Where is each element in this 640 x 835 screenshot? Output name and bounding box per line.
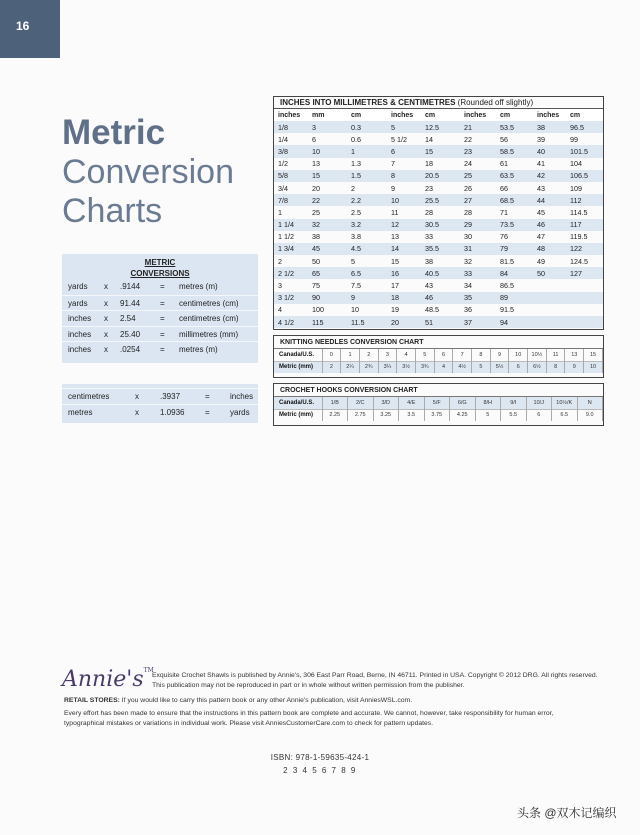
table-cell: 23 — [425, 183, 433, 193]
table-cell — [533, 316, 566, 328]
column-header: cm — [421, 109, 460, 121]
table-cell: 7.5 — [351, 281, 361, 291]
table-cell: 68.5 — [496, 194, 533, 206]
size-cell: 8 — [546, 361, 565, 373]
size-cell: 2 — [322, 361, 341, 373]
conversion-eq: = — [160, 298, 165, 308]
conversion-factor: 2.54 — [120, 314, 136, 323]
column-header: cm — [496, 109, 533, 121]
page-number-tab — [0, 0, 60, 58]
column-header: mm — [308, 109, 347, 121]
knitting-needles-title: KNITTING NEEDLES CONVERSION CHART — [274, 336, 603, 349]
table-cell: 25 — [460, 170, 496, 182]
table-cell: 50 — [533, 267, 566, 279]
table-cell: 1.3 — [351, 159, 361, 169]
column-header: inches — [274, 109, 308, 121]
table-cell: 5 — [387, 121, 421, 133]
watermark: 头条 @双木记编织 — [517, 806, 617, 820]
table-cell: 86.5 — [500, 281, 514, 291]
table-cell: 0.6 — [351, 134, 361, 144]
conversion-from: inches — [68, 329, 92, 339]
table-cell: 38 — [312, 232, 320, 242]
table-cell: 21 — [460, 121, 496, 133]
table-cell — [566, 304, 603, 316]
table-cell: 39 — [537, 134, 545, 144]
table-row — [274, 145, 603, 157]
table-cell: 42 — [533, 170, 566, 182]
conversion-eq: = — [160, 345, 165, 354]
conversion-from: inches — [68, 345, 92, 354]
table-cell: 71 — [500, 207, 508, 217]
conversion-row — [62, 310, 258, 326]
table-cell: 63.5 — [496, 170, 533, 182]
size-cell: 0 — [322, 349, 341, 361]
table-cell: 7/8 — [274, 194, 308, 206]
table-cell: 24 — [464, 159, 472, 169]
knitting-needles-chart: KNITTING NEEDLES CONVERSION CHART Canada/U.S. 0 1 2 3 4 5 6 7 8 9 10 10½ 11 13 15 Metric (mm) 2 2¼ 2¾ 3¼ 3½ 3¾ 4 4½ 5 5½ 6 6½ 8 9 10 — [273, 335, 604, 378]
conversion-factor: 1.0936 — [160, 407, 185, 417]
table-cell: 33 — [460, 267, 496, 279]
table-cell: 34 — [464, 281, 472, 291]
size-cell: 5 — [475, 409, 501, 421]
table-cell: 127 — [566, 267, 603, 279]
conversion-from: inches — [68, 314, 92, 323]
table-cell: 46 — [533, 219, 566, 231]
crochet-hooks-chart: CROCHET HOOKS CONVERSION CHART Canada/U.S. 1/B 2/C 3/D 4/E 5/F 6/G 8/H 9/I 10/J 10½/K N Metric (mm) 2.25 2.75 3.25 3.5 3.75 4.25 5 5.5 6 6.5 9.0 — [273, 383, 604, 426]
table-cell: 45 — [308, 243, 347, 255]
size-cell: 2¼ — [341, 361, 360, 373]
conversion-row — [62, 279, 258, 295]
table-cell: 22 — [308, 194, 347, 206]
table-cell — [566, 292, 603, 304]
size-cell: 9 — [490, 349, 509, 361]
table-cell: 5 1/2 — [391, 134, 407, 144]
table-cell: 1/2 — [278, 159, 288, 169]
table-cell: 3 — [308, 121, 347, 133]
size-cell: 7 — [453, 349, 472, 361]
table-cell: 35 — [460, 292, 496, 304]
size-cell: 10/J — [526, 397, 552, 409]
table-cell: 75 — [312, 281, 320, 291]
conversion-op: x — [135, 392, 139, 401]
table-cell: 79 — [496, 243, 533, 255]
metric-conversions-box — [62, 254, 258, 363]
title-line-3: Charts — [62, 192, 163, 230]
table-cell: 32 — [464, 256, 472, 266]
table-cell: 17 — [391, 281, 399, 291]
conversion-from: yards — [68, 298, 88, 308]
table-cell: 49 — [537, 256, 545, 266]
column-header: inches — [387, 109, 421, 121]
table-cell: 30.5 — [421, 219, 460, 231]
conversion-from: centimetres — [68, 392, 110, 401]
conversion-op: x — [104, 329, 108, 339]
table-cell: 1 1/4 — [274, 219, 308, 231]
conversion-from: yards — [68, 282, 88, 291]
size-cell: 3 — [378, 349, 397, 361]
conversion-to: centimetres (cm) — [179, 314, 239, 323]
table-cell: 38 — [425, 256, 433, 266]
table-cell: 41 — [537, 159, 545, 169]
table-row — [274, 267, 603, 279]
table-cell: 43 — [537, 183, 545, 193]
annies-logo: Annie's™ — [62, 667, 154, 692]
table-cell: 2 — [351, 183, 355, 193]
size-cell: 6 — [434, 349, 453, 361]
size-cell: 10½ — [528, 349, 547, 361]
table-cell: 51 — [421, 316, 460, 328]
size-cell: 9/I — [501, 397, 527, 409]
size-cell: 8 — [472, 349, 491, 361]
table-cell: 58.5 — [496, 145, 533, 157]
size-cell: 4 — [434, 361, 453, 373]
table-cell: 91.5 — [500, 305, 514, 315]
size-cell: 8/H — [475, 397, 501, 409]
conversion-eq: = — [205, 392, 210, 401]
table-cell: 50 — [312, 256, 320, 266]
size-cell: 5/F — [424, 397, 450, 409]
table-row — [274, 243, 603, 255]
table-cell: 53.5 — [496, 121, 533, 133]
size-cell: 15 — [584, 349, 603, 361]
table-cell: 84 — [496, 267, 533, 279]
table-cell: 31 — [460, 243, 496, 255]
table-cell: 66 — [500, 183, 508, 193]
table-cell: 15 — [421, 145, 460, 157]
print-line: 2 3 4 5 6 7 8 9 — [283, 766, 357, 775]
table-cell — [533, 304, 566, 316]
table-cell: 119.5 — [570, 232, 588, 242]
size-cell: 3¾ — [415, 361, 434, 373]
conversion-eq: = — [160, 329, 165, 339]
conversion-eq: = — [160, 282, 165, 291]
table-cell: 15 — [308, 170, 347, 182]
size-cell: 11 — [546, 349, 565, 361]
size-cell: 4.25 — [450, 409, 476, 421]
table-row — [274, 158, 603, 170]
table-cell: 115 — [308, 316, 347, 328]
table-cell: 44 — [533, 194, 566, 206]
table-cell: 4 1/2 — [274, 316, 308, 328]
page-number: 16 — [16, 19, 30, 33]
title-line-2: Conversion — [62, 153, 234, 191]
table-cell: 26 — [464, 183, 472, 193]
table-cell: 2.5 — [351, 207, 361, 217]
table-cell: 124.5 — [570, 256, 588, 266]
table-cell: 48 — [533, 243, 566, 255]
size-cell: 4½ — [453, 361, 472, 373]
table-cell: 29 — [460, 219, 496, 231]
size-cell: 6½ — [528, 361, 547, 373]
conversion-row — [62, 295, 258, 311]
table-cell: 65 — [308, 267, 347, 279]
table-cell: 33 — [425, 232, 433, 242]
table-cell: 23 — [460, 145, 496, 157]
conversion-eq: = — [160, 314, 165, 323]
table-cell: 3/4 — [278, 183, 288, 193]
table-cell: 7 — [391, 159, 395, 169]
table-row — [274, 231, 603, 243]
conversion-op: x — [104, 282, 108, 291]
table-row — [274, 255, 603, 267]
table-cell: 10 — [308, 145, 347, 157]
size-cell: 3.5 — [399, 409, 425, 421]
size-cell: 10 — [509, 349, 528, 361]
table-cell: 27 — [460, 194, 496, 206]
size-cell: 6 — [526, 409, 552, 421]
table-cell: 1/4 — [278, 134, 288, 144]
table-cell: 20.5 — [421, 170, 460, 182]
size-cell: 9.0 — [577, 409, 603, 421]
size-cell: 3.25 — [373, 409, 399, 421]
conversion-row — [62, 388, 258, 404]
conversion-factor: .0254 — [120, 345, 141, 354]
table-cell: 9 — [347, 292, 387, 304]
table-cell — [533, 292, 566, 304]
conversion-eq: = — [205, 407, 210, 417]
table-cell: 4 — [278, 305, 282, 315]
table-cell: 61 — [500, 159, 508, 169]
table-cell: 11.5 — [347, 316, 387, 328]
size-cell: 2.25 — [322, 409, 348, 421]
table-cell: 13 — [312, 159, 320, 169]
table-cell: 2.2 — [347, 194, 387, 206]
table-cell: 46 — [421, 292, 460, 304]
table-cell: 1 — [347, 145, 387, 157]
conversion-table-title: INCHES INTO MILLIMETRES & CENTIMETRES (Rounded off slightly) — [274, 97, 603, 109]
conversion-factor: 25.40 — [120, 329, 141, 339]
conversion-factor: .9144 — [120, 282, 141, 291]
table-cell: 10 — [387, 194, 421, 206]
column-header: cm — [566, 109, 603, 121]
size-cell: 5.5 — [501, 409, 527, 421]
table-cell: 28 — [425, 207, 433, 217]
size-cell: 13 — [565, 349, 584, 361]
size-cell: 5½ — [490, 361, 509, 373]
size-cell: 10½/K — [552, 397, 578, 409]
table-cell: 36 — [464, 305, 472, 315]
table-cell: 6 — [312, 134, 316, 144]
table-cell: 101.5 — [566, 145, 603, 157]
table-cell — [566, 316, 603, 328]
conversion-op: x — [104, 345, 108, 354]
conversion-op: x — [104, 314, 108, 323]
table-cell: 18 — [425, 159, 433, 169]
size-cell: 2.75 — [348, 409, 374, 421]
table-cell: 94 — [496, 316, 533, 328]
table-cell: 20 — [387, 316, 421, 328]
title-line-1: Metric — [62, 113, 166, 152]
table-cell: 106.5 — [566, 170, 603, 182]
table-row — [274, 219, 603, 231]
size-cell: 2¾ — [359, 361, 378, 373]
table-cell: 1.5 — [347, 170, 387, 182]
table-cell: 3 1/2 — [274, 292, 308, 304]
conversion-to: centimetres (cm) — [179, 298, 239, 308]
size-cell: 4 — [397, 349, 416, 361]
table-cell: 43 — [425, 281, 433, 291]
conversion-op: x — [104, 298, 108, 308]
table-cell: 4.5 — [347, 243, 387, 255]
size-cell: 5 — [415, 349, 434, 361]
size-cell: 1/B — [322, 397, 348, 409]
table-cell: 5/8 — [274, 170, 308, 182]
reverse-conversions-box — [62, 384, 258, 423]
table-cell: 40 — [533, 145, 566, 157]
conversion-row — [62, 326, 258, 342]
size-cell: 6.5 — [552, 409, 578, 421]
table-row — [274, 194, 603, 206]
table-cell: 22 — [464, 134, 472, 144]
table-cell: 19 — [391, 305, 399, 315]
table-cell: 1 3/4 — [274, 243, 308, 255]
table-cell: 28 — [464, 207, 472, 217]
table-cell: 81.5 — [500, 256, 514, 266]
table-cell: 114.5 — [570, 207, 588, 217]
table-cell: 47 — [537, 232, 545, 242]
table-cell: 6 — [387, 145, 421, 157]
table-cell: 40.5 — [421, 267, 460, 279]
size-cell: 9 — [565, 361, 584, 373]
table-cell: 14 — [387, 243, 421, 255]
table-row — [274, 182, 603, 194]
table-cell: 18 — [387, 292, 421, 304]
table-cell: 96.5 — [566, 121, 603, 133]
table-cell: 10 — [351, 305, 359, 315]
table-cell — [566, 279, 603, 291]
table-cell: 56 — [500, 134, 508, 144]
table-cell: 9 — [391, 183, 395, 193]
table-cell: 32 — [308, 219, 347, 231]
table-cell: 1 — [278, 207, 282, 217]
crochet-hooks-title: CROCHET HOOKS CONVERSION CHART — [274, 384, 603, 397]
table-cell: 15 — [391, 256, 399, 266]
column-header: inches — [460, 109, 496, 121]
retail-stores-note: RETAIL STORES: If you would like to carry this pattern book or any other Annie's publication, visit AnniesWSL.com. — [64, 697, 413, 704]
table-cell: 3.2 — [347, 219, 387, 231]
table-cell: 5 — [351, 256, 355, 266]
table-cell — [533, 279, 566, 291]
table-row — [274, 292, 603, 304]
size-cell: 2 — [359, 349, 378, 361]
size-cell: 6 — [509, 361, 528, 373]
table-cell: 48.5 — [425, 305, 439, 315]
table-cell: 109 — [570, 183, 582, 193]
size-cell: 3/D — [373, 397, 399, 409]
conversion-to: millimetres (mm) — [179, 329, 239, 339]
table-cell: 0.3 — [347, 121, 387, 133]
table-cell: 1/8 — [274, 121, 308, 133]
table-cell: 3.8 — [351, 232, 361, 242]
table-cell: 35.5 — [421, 243, 460, 255]
table-cell: 76 — [500, 232, 508, 242]
table-cell: 25.5 — [421, 194, 460, 206]
table-row — [274, 121, 603, 133]
conversion-to: yards — [230, 407, 250, 417]
table-cell: 89 — [496, 292, 533, 304]
metric-conversions-heading: METRIC CONVERSIONS — [130, 258, 190, 278]
table-cell: 90 — [308, 292, 347, 304]
size-cell: 4/E — [399, 397, 425, 409]
size-cell: 2/C — [348, 397, 374, 409]
table-cell: 112 — [566, 194, 603, 206]
conversion-to: metres (m) — [179, 345, 218, 354]
size-cell: 10 — [584, 361, 603, 373]
table-cell: 25 — [312, 207, 320, 217]
table-cell: 2 1/2 — [274, 267, 308, 279]
table-cell: 104 — [570, 159, 582, 169]
table-cell: 117 — [566, 219, 603, 231]
conversion-op: x — [135, 407, 139, 417]
size-cell: 1 — [341, 349, 360, 361]
size-cell: 6/G — [450, 397, 476, 409]
table-cell: 8 — [387, 170, 421, 182]
conversion-to: metres (m) — [179, 282, 218, 291]
table-cell: 11 — [391, 207, 399, 217]
table-row — [274, 316, 603, 328]
table-cell: 14 — [425, 134, 433, 144]
page-title — [62, 113, 262, 231]
table-cell: 122 — [566, 243, 603, 255]
table-cell: 99 — [570, 134, 578, 144]
isbn: ISBN: 978-1-59635-424-1 — [270, 753, 370, 762]
table-cell: 73.5 — [496, 219, 533, 231]
table-row — [274, 279, 603, 291]
table-cell: 12 — [387, 219, 421, 231]
table-cell: 16 — [387, 267, 421, 279]
table-row — [274, 304, 603, 316]
disclaimer: Every effort has been made to ensure that the instructions in this pattern book are complete and accurate. We cannot, however, take responsibility for human error, typographical mistakes or variations in individual work. Please visit AnniesCustomerCare.com to check for pattern updates. — [64, 710, 554, 727]
table-cell: 1 1/2 — [278, 232, 294, 242]
conversion-from: metres — [68, 407, 93, 417]
conversion-factor: .3937 — [160, 392, 181, 401]
table-cell: 13 — [391, 232, 399, 242]
conversion-factor: 91.44 — [120, 298, 141, 308]
table-cell: 6.5 — [347, 267, 387, 279]
conversion-row — [62, 341, 258, 357]
table-cell: 3 — [278, 281, 282, 291]
size-cell: N — [577, 397, 603, 409]
table-cell: 30 — [464, 232, 472, 242]
table-cell: 45 — [537, 207, 545, 217]
table-row — [274, 206, 603, 218]
size-cell: 3¼ — [378, 361, 397, 373]
table-cell: 37 — [460, 316, 496, 328]
size-cell: 5 — [472, 361, 491, 373]
column-header: inches — [533, 109, 566, 121]
table-cell: 12.5 — [421, 121, 460, 133]
table-cell: 2 — [278, 256, 282, 266]
publisher-info: Exquisite Crochet Shawls is published by Annie's, 306 East Parr Road, Berne, IN 46711. Printed in USA. Copyright © 2012 DRG. All rights reserved. This publication may not be reproduced in part or in whole without written permission from the publisher. — [152, 672, 598, 689]
table-cell: 100 — [312, 305, 324, 315]
size-cell: 3.75 — [424, 409, 450, 421]
column-header: cm — [347, 109, 387, 121]
size-cell: 3½ — [397, 361, 416, 373]
table-row — [274, 133, 603, 145]
table-cell: 20 — [312, 183, 320, 193]
table-row — [274, 170, 603, 182]
table-cell: 3/8 — [274, 145, 308, 157]
conversion-row — [62, 404, 258, 420]
table-cell: 38 — [533, 121, 566, 133]
conversion-to: inches — [230, 392, 254, 401]
inches-mm-cm-table — [273, 96, 604, 330]
